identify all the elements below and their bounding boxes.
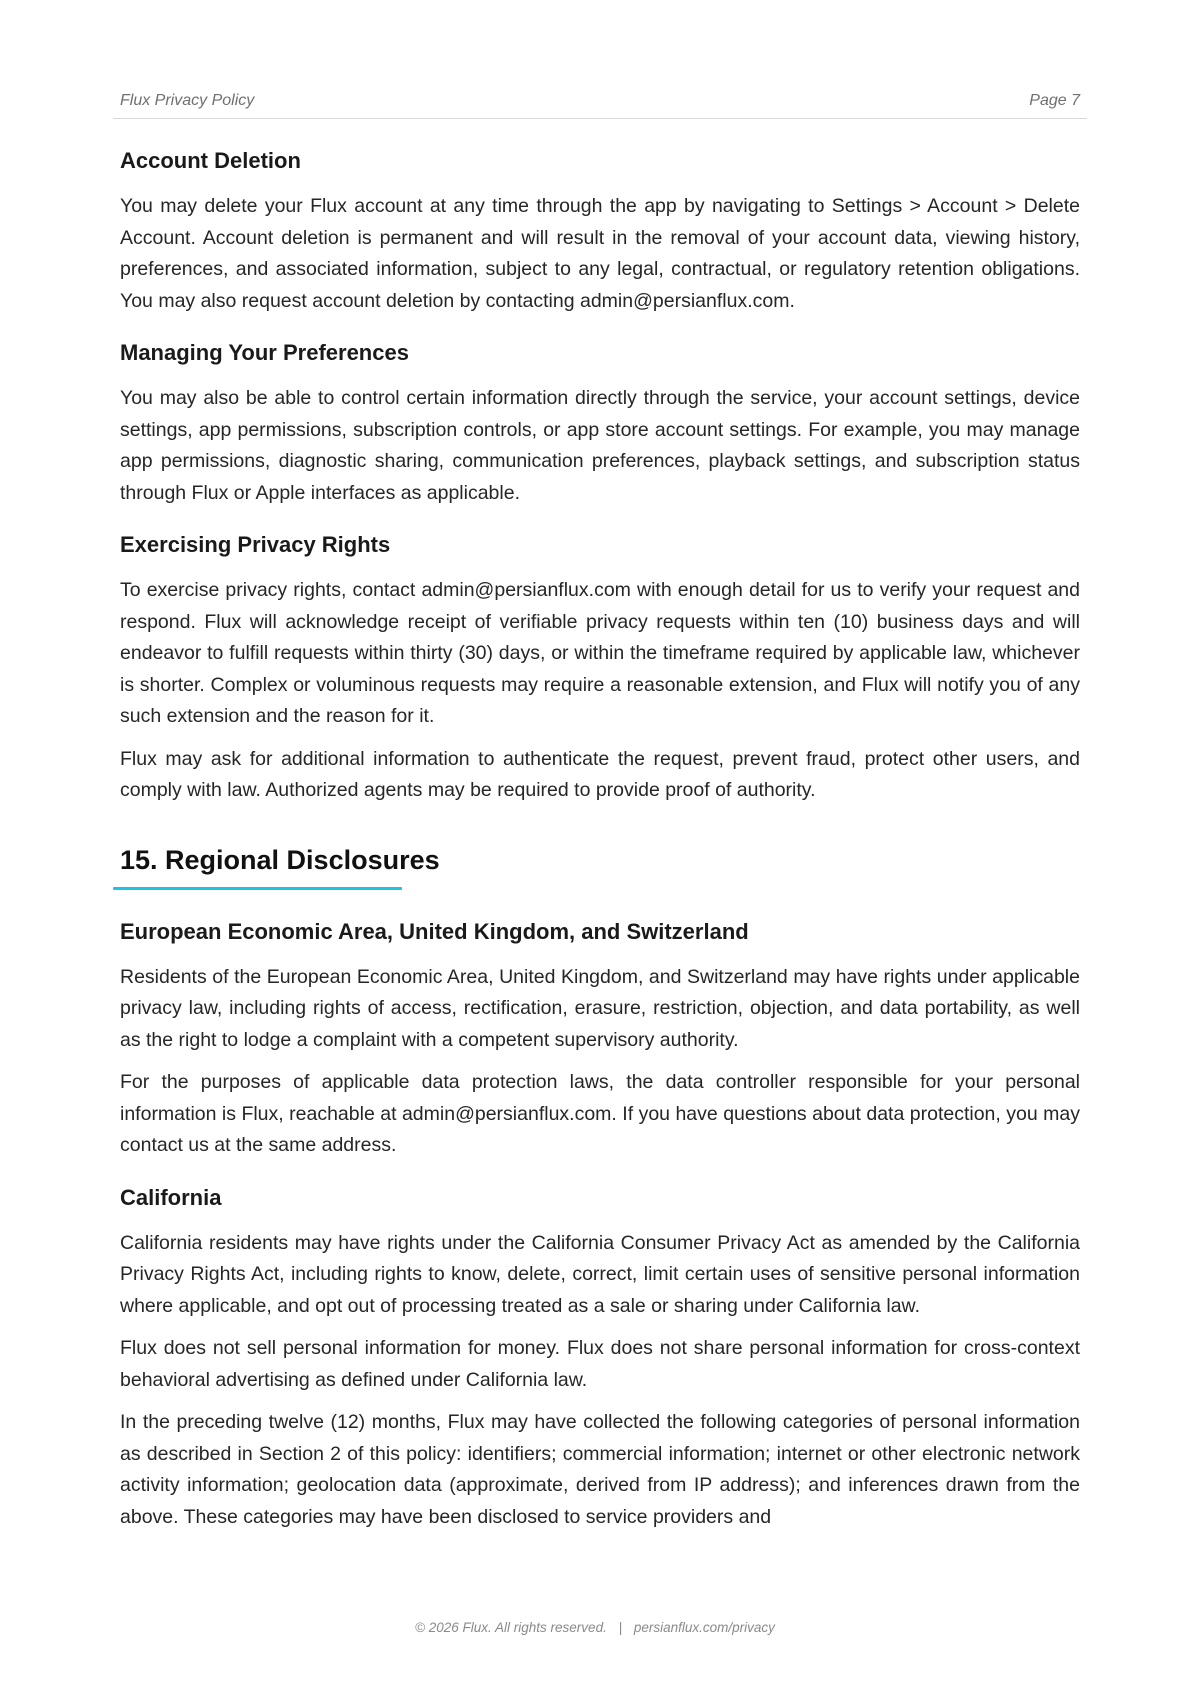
- paragraph: In the preceding twelve (12) months, Flux may have collected the following categories of personal information as described in Section 2 of this policy: identifiers; commercial information; internet or other electronic network activity information; geolocation data (approximate, derived from IP address); and inferences drawn from the above. These categories may have been disclosed to service providers and: [120, 1411, 1080, 1528]
- document-title: Flux Privacy Policy: [120, 92, 255, 109]
- paragraph: You may also be able to control certain information directly through the service, your account settings, device settings, app permissions, subscription controls, or app store account settings. For example, you may manage app permissions, diagnostic sharing, communication preferences, playback settings, and subscription status through Flux or Apple interfaces as applicable.: [120, 387, 1080, 504]
- section-eea-uk-switzerland: [120, 916, 1080, 1162]
- paragraph: Flux does not sell personal information for money. Flux does not share personal information for cross-context behavioral advertising as defined under California law.: [120, 1337, 1080, 1391]
- section-account-deletion: [120, 145, 1080, 317]
- section-title: 15. Regional Disclosures: [120, 844, 440, 875]
- paragraph: For the purposes of applicable data protection laws, the data controller responsible for your personal information is Flux, reachable at admin@persianflux.com. If you have questions about data protection, you may contact us at the same address.: [120, 1071, 1080, 1156]
- page-header: [120, 92, 1080, 110]
- paragraph: To exercise privacy rights, contact admin@persianflux.com with enough detail for us to verify your request and respond. Flux will acknowledge receipt of verifiable privacy requests within ten (10) business days and will endeavor to fulfill requests within thirty (30) days, or within the timeframe required by applicable law, whichever is shorter. Complex or voluminous requests may require a reasonable extension, and Flux will notify you of any such extension and the reason for it.: [120, 579, 1080, 727]
- page-content: [120, 145, 1080, 1544]
- paragraph: You may delete your Flux account at any time through the app by navigating to Settings > Account > Delete Account. Account deletion is permanent and will result in the removal of your account data, viewing history, preferences, and associated information, subject to any legal, contractual, or regulatory retention obligations. You may also request account deletion by contacting admin@persianflux.com.: [120, 195, 1080, 312]
- section-heading: Account Deletion: [120, 148, 301, 173]
- footer-url: persianflux.com/privacy: [633, 1620, 775, 1635]
- section-heading: European Economic Area, United Kingdom, and Switzerland: [120, 918, 749, 944]
- header-divider: [113, 118, 1087, 119]
- section-exercising-rights: [120, 529, 1080, 807]
- section-title-underline: [113, 887, 402, 890]
- paragraph: Residents of the European Economic Area, United Kingdom, and Switzerland may have rights under applicable privacy law, including rights of access, rectification, erasure, restriction, objection, and data portability, as well as the right to lodge a complaint with a competent supervisory authority.: [120, 965, 1080, 1051]
- section-california: [120, 1182, 1080, 1534]
- section-managing-preferences: [120, 337, 1080, 509]
- footer-separator: |: [618, 1620, 623, 1635]
- section-heading: California: [120, 1184, 222, 1210]
- page-number: Page 7: [1029, 92, 1080, 109]
- paragraph: Flux may ask for additional information to authenticate the request, prevent fraud, protect other users, and comply with law. Authorized agents may be required to provide proof of authority.: [120, 747, 1080, 801]
- section-title-block: [120, 841, 1080, 890]
- section-heading: Managing Your Preferences: [120, 340, 409, 365]
- section-heading: Exercising Privacy Rights: [120, 532, 391, 557]
- page-footer: [0, 1620, 1190, 1635]
- paragraph: California residents may have rights under the California Consumer Privacy Act as amended by the California Privacy Rights Act, including rights to know, delete, correct, limit certain uses of sensitive personal information where applicable, and opt out of processing treated as a sale or sharing under California law.: [120, 1231, 1080, 1317]
- copyright-text: © 2026 Flux. All rights reserved.: [415, 1620, 607, 1635]
